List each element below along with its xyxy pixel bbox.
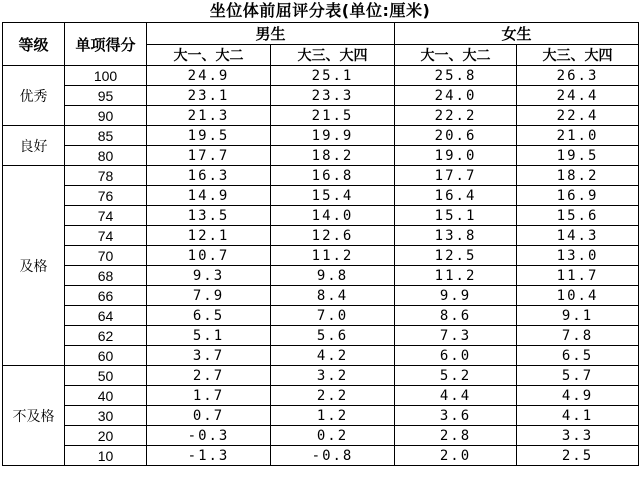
- cell-female-year34: 15.6: [517, 206, 639, 226]
- cell-male-year12: -0.3: [147, 426, 271, 446]
- header-female: 女生: [395, 23, 639, 45]
- header-male: 男生: [147, 23, 395, 45]
- cell-male-year34: 3.2: [271, 366, 395, 386]
- cell-male-year34: 0.2: [271, 426, 395, 446]
- cell-male-year12: 5.1: [147, 326, 271, 346]
- table-row: [3, 226, 639, 246]
- cell-female-year34: 4.9: [517, 386, 639, 406]
- table-row: [3, 306, 639, 326]
- cell-male-year12: 17.7: [147, 146, 271, 166]
- cell-male-year34: 21.5: [271, 106, 395, 126]
- cell-female-year34: 2.5: [517, 446, 639, 466]
- cell-female-year12: 9.9: [395, 286, 517, 306]
- cell-score: 76: [65, 186, 147, 206]
- table-row: [3, 106, 639, 126]
- table-row: [3, 426, 639, 446]
- cell-score: 74: [65, 226, 147, 246]
- table-row: [3, 266, 639, 286]
- cell-male-year12: 1.7: [147, 386, 271, 406]
- table-row: [3, 206, 639, 226]
- cell-female-year12: 19.0: [395, 146, 517, 166]
- table-row: [3, 146, 639, 166]
- table-row: [3, 246, 639, 266]
- cell-female-year12: 5.2: [395, 366, 517, 386]
- cell-female-year34: 18.2: [517, 166, 639, 186]
- cell-score: 66: [65, 286, 147, 306]
- cell-female-year12: 2.8: [395, 426, 517, 446]
- cell-female-year12: 4.4: [395, 386, 517, 406]
- cell-male-year34: -0.8: [271, 446, 395, 466]
- cell-male-year34: 23.3: [271, 86, 395, 106]
- score-table: [2, 22, 639, 466]
- cell-male-year12: 7.9: [147, 286, 271, 306]
- cell-score: 78: [65, 166, 147, 186]
- table-row: [3, 366, 639, 386]
- table-row: [3, 346, 639, 366]
- header-male-year12: 大一、大二: [147, 45, 271, 66]
- page-title: 坐位体前屈评分表(单位:厘米): [209, 1, 431, 20]
- header-row-1: [3, 23, 639, 45]
- cell-female-year34: 24.4: [517, 86, 639, 106]
- cell-female-year34: 22.4: [517, 106, 639, 126]
- cell-female-year12: 12.5: [395, 246, 517, 266]
- cell-female-year12: 6.0: [395, 346, 517, 366]
- cell-score: 90: [65, 106, 147, 126]
- grade-label: 不及格: [3, 366, 65, 466]
- cell-male-year34: 25.1: [271, 66, 395, 86]
- cell-male-year12: 2.7: [147, 366, 271, 386]
- grade-label: 优秀: [3, 66, 65, 126]
- cell-female-year34: 3.3: [517, 426, 639, 446]
- cell-female-year12: 8.6: [395, 306, 517, 326]
- cell-male-year34: 9.8: [271, 266, 395, 286]
- table-row: [3, 386, 639, 406]
- cell-score: 64: [65, 306, 147, 326]
- cell-male-year34: 14.0: [271, 206, 395, 226]
- cell-score: 85: [65, 126, 147, 146]
- cell-female-year34: 26.3: [517, 66, 639, 86]
- cell-male-year12: 9.3: [147, 266, 271, 286]
- cell-female-year34: 13.0: [517, 246, 639, 266]
- table-row: [3, 126, 639, 146]
- cell-male-year34: 5.6: [271, 326, 395, 346]
- cell-female-year12: 13.8: [395, 226, 517, 246]
- cell-male-year34: 15.4: [271, 186, 395, 206]
- cell-score: 60: [65, 346, 147, 366]
- cell-male-year12: 23.1: [147, 86, 271, 106]
- cell-score: 74: [65, 206, 147, 226]
- cell-male-year12: 12.1: [147, 226, 271, 246]
- cell-female-year12: 25.8: [395, 66, 517, 86]
- cell-female-year12: 16.4: [395, 186, 517, 206]
- cell-female-year12: 24.0: [395, 86, 517, 106]
- cell-male-year12: 13.5: [147, 206, 271, 226]
- cell-male-year34: 8.4: [271, 286, 395, 306]
- table-row: [3, 166, 639, 186]
- cell-female-year12: 3.6: [395, 406, 517, 426]
- cell-score: 30: [65, 406, 147, 426]
- cell-female-year12: 7.3: [395, 326, 517, 346]
- cell-female-year12: 15.1: [395, 206, 517, 226]
- cell-score: 62: [65, 326, 147, 346]
- cell-male-year34: 12.6: [271, 226, 395, 246]
- header-female-year12: 大一、大二: [395, 45, 517, 66]
- cell-male-year34: 2.2: [271, 386, 395, 406]
- cell-male-year12: 19.5: [147, 126, 271, 146]
- cell-female-year12: 2.0: [395, 446, 517, 466]
- cell-female-year34: 6.5: [517, 346, 639, 366]
- cell-male-year34: 4.2: [271, 346, 395, 366]
- cell-score: 70: [65, 246, 147, 266]
- table-row: [3, 406, 639, 426]
- cell-female-year34: 11.7: [517, 266, 639, 286]
- cell-female-year12: 11.2: [395, 266, 517, 286]
- table-row: [3, 286, 639, 306]
- cell-female-year34: 16.9: [517, 186, 639, 206]
- cell-male-year12: 10.7: [147, 246, 271, 266]
- cell-female-year12: 20.6: [395, 126, 517, 146]
- cell-score: 20: [65, 426, 147, 446]
- cell-female-year34: 9.1: [517, 306, 639, 326]
- cell-male-year34: 16.8: [271, 166, 395, 186]
- cell-score: 100: [65, 66, 147, 86]
- cell-male-year34: 18.2: [271, 146, 395, 166]
- score-table-body: [3, 66, 639, 466]
- cell-score: 95: [65, 86, 147, 106]
- cell-score: 50: [65, 366, 147, 386]
- cell-male-year12: 0.7: [147, 406, 271, 426]
- cell-male-year12: 21.3: [147, 106, 271, 126]
- cell-female-year34: 10.4: [517, 286, 639, 306]
- header-male-year34: 大三、大四: [271, 45, 395, 66]
- cell-score: 80: [65, 146, 147, 166]
- cell-female-year12: 22.2: [395, 106, 517, 126]
- cell-male-year12: 16.3: [147, 166, 271, 186]
- grade-label: 良好: [3, 126, 65, 166]
- cell-female-year12: 17.7: [395, 166, 517, 186]
- cell-female-year34: 7.8: [517, 326, 639, 346]
- cell-female-year34: 19.5: [517, 146, 639, 166]
- cell-male-year34: 7.0: [271, 306, 395, 326]
- cell-male-year34: 1.2: [271, 406, 395, 426]
- table-row: [3, 86, 639, 106]
- table-row: [3, 66, 639, 86]
- cell-female-year34: 4.1: [517, 406, 639, 426]
- header-score: 单项得分: [65, 23, 147, 66]
- table-row: [3, 186, 639, 206]
- cell-female-year34: 14.3: [517, 226, 639, 246]
- cell-male-year12: 14.9: [147, 186, 271, 206]
- cell-female-year34: 21.0: [517, 126, 639, 146]
- cell-male-year34: 19.9: [271, 126, 395, 146]
- header-grade: 等级: [3, 23, 65, 66]
- grade-label: 及格: [3, 166, 65, 366]
- cell-male-year34: 11.2: [271, 246, 395, 266]
- cell-male-year12: 3.7: [147, 346, 271, 366]
- cell-male-year12: 6.5: [147, 306, 271, 326]
- cell-male-year12: 24.9: [147, 66, 271, 86]
- cell-score: 10: [65, 446, 147, 466]
- cell-score: 68: [65, 266, 147, 286]
- table-row: [3, 326, 639, 346]
- cell-score: 40: [65, 386, 147, 406]
- table-row: [3, 446, 639, 466]
- header-female-year34: 大三、大四: [517, 45, 639, 66]
- cell-male-year12: -1.3: [147, 446, 271, 466]
- cell-female-year34: 5.7: [517, 366, 639, 386]
